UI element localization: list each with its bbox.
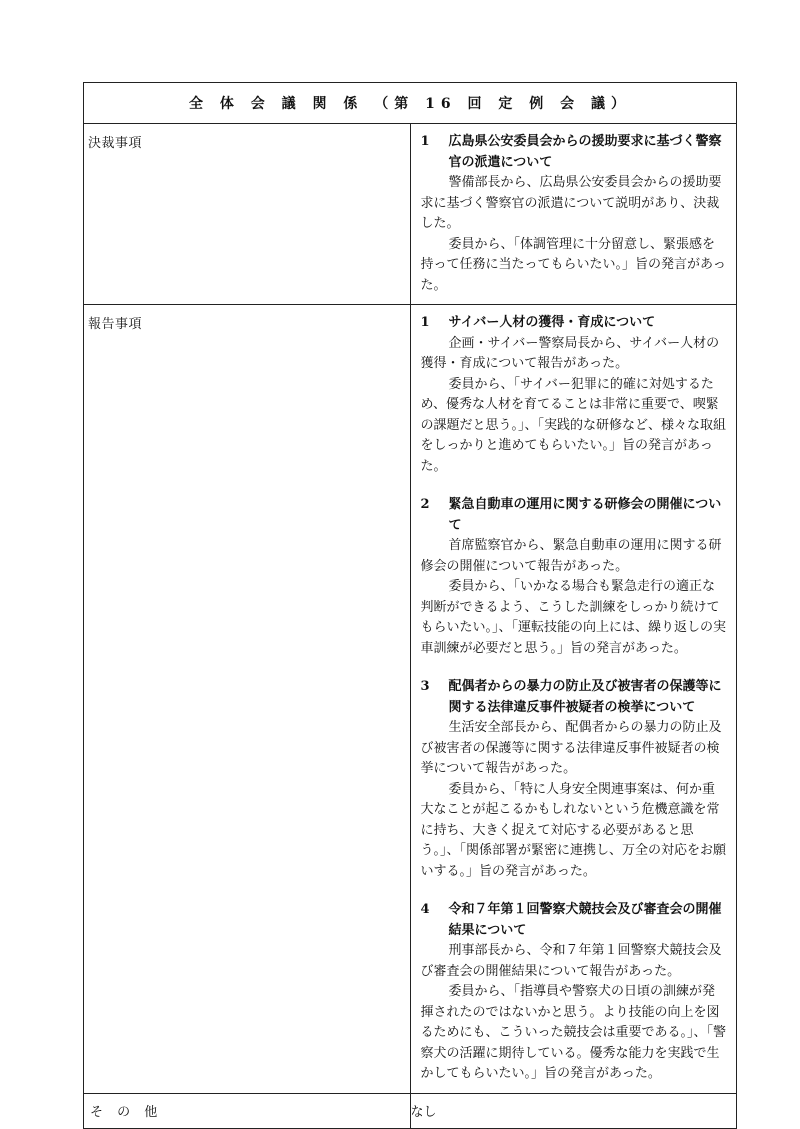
item-heading (421, 132, 727, 173)
report-content (410, 305, 737, 1094)
other-row (84, 1093, 737, 1128)
item-title: サイバー人材の獲得・育成について (448, 315, 656, 330)
report-label: 報告事項 (84, 305, 411, 1094)
report-item-2 (421, 495, 727, 659)
item-paragraph: 首席監察官から、緊急自動車の運用に関する研修会の開催について報告があった。 (420, 538, 722, 574)
item-number: 4 (420, 902, 430, 917)
meeting-summary-table (83, 82, 737, 1129)
decision-item-1 (421, 132, 727, 296)
item-heading (421, 313, 727, 334)
decision-content (410, 124, 737, 305)
report-item-4 (421, 900, 727, 1085)
other-label: そ の 他 (84, 1093, 411, 1128)
report-row (84, 305, 737, 1094)
item-number: 2 (420, 497, 430, 512)
item-heading (421, 677, 727, 718)
item-title: 配偶者からの暴力の防止及び被害者の保護等に関する法律違反事件被疑者の検挙について (448, 679, 722, 715)
decision-row (84, 124, 737, 305)
item-paragraph: 委員から、「体調管理に十分留意し、緊張感を持って任務に当たってもらいたい。」旨の発言があった。 (420, 236, 726, 293)
item-paragraph: 委員から、「指導員や警察犬の日頃の訓練が発揮されたのではないかと思う。より技能の向上を図るためにも、こういった競技会は重要である。」、「警察犬の活躍に期待している。優秀な能力を実践で生かしてもらいたい。」旨の発言があった。 (420, 984, 727, 1081)
item-title: 広島県公安委員会からの援助要求に基づく警察官の派遣について (448, 134, 722, 170)
item-heading (421, 900, 727, 941)
item-paragraph: 生活安全部長から、配偶者からの暴力の防止及び被害者の保護等に関する法律違反事件被疑者の検挙について報告があった。 (420, 720, 722, 776)
item-heading (421, 495, 727, 536)
item-paragraph: 委員から、「サイバー犯罪に的確に対処するため、優秀な人材を育てることは非常に重要で、喫緊の課題だと思う。」、「実践的な研修など、様々な取組をしっかりと進めてもらいたい。」旨の発言があった。 (420, 376, 727, 474)
item-title: 緊急自動車の運用に関する研修会の開催について (448, 497, 722, 533)
other-value: なし (410, 1093, 737, 1128)
report-item-1 (421, 313, 727, 477)
decision-label: 決裁事項 (84, 124, 411, 305)
item-title: 令和７年第１回警察犬競技会及び審査会の開催結果について (448, 902, 722, 938)
item-paragraph: 委員から、「特に人身安全関連事案は、何か重大なことが起こるかもしれないという危機意識を常に持ち、大きく捉えて対応する必要があると思う。」、「関係部署が緊密に連携し、万全の対応をお願いする。」旨の発言があった。 (420, 781, 727, 879)
item-number: 3 (420, 679, 430, 694)
item-number: 1 (420, 315, 430, 330)
report-item-3 (421, 677, 727, 882)
item-paragraph: 警備部長から、広島県公安委員会からの援助要求に基づく警察官の派遣について説明があり、決裁した。 (420, 175, 722, 231)
item-paragraph: 刑事部長から、令和７年第１回警察犬競技会及び審査会の開催結果について報告があった。 (420, 943, 722, 979)
table-title: 全 体 会 議 関 係 （第 16 回 定 例 会 議） (84, 83, 737, 124)
item-paragraph: 委員から、「いかなる場合も緊急走行の適正な判断ができるよう、こうした訓練をしっかり続けてもらいたい。」、「運転技能の向上には、繰り返しの実車訓練が必要だと思う。」旨の発言があった。 (420, 579, 727, 656)
item-number: 1 (420, 134, 430, 149)
item-paragraph: 企画・サイバー警察局長から、サイバー人材の獲得・育成について報告があった。 (420, 335, 720, 371)
